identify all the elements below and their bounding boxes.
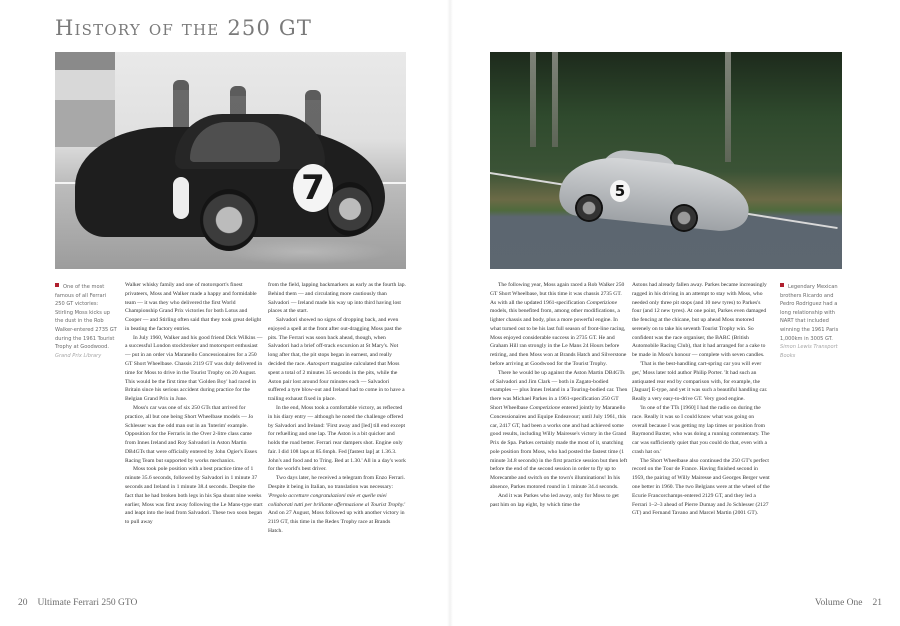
paragraph xyxy=(490,281,628,369)
photo-race-number: 5 xyxy=(610,180,630,202)
book-title: Ultimate Ferrari 250 GTO xyxy=(37,598,138,608)
folio-left xyxy=(18,598,137,608)
magazine-title: Autosport xyxy=(307,361,330,368)
page-gutter xyxy=(447,0,453,626)
paragraph xyxy=(268,316,406,404)
page-number: 21 xyxy=(872,598,882,608)
caption-bullet-icon xyxy=(55,283,59,287)
folio-right xyxy=(815,598,882,608)
paragraph-text: models, this benefited from, among other modifications, a lighter chassis and body, plus a more powerful engine. In what turned out to be his last full season of front-line racing, Moss enjoyed considerable success in 2735 GT. He and Graham Hill ran strongly in the Le Mans 24 Hours before retiring, and then Moss won at Brands Hatch and Silverstone before arriving at Goodwood for the Tourist Trophy. xyxy=(490,308,627,368)
paragraph: In the end, Moss took a comfortable victory, as reflected in his diary entry — although he noted the challenge offered by Salvadori and Ireland: 'First away and [led] till end except for refuelling and one lap. The Aston is a bit quicker and holds the road better. Ferrari rear dampers shot. Engine only fair. I did 108 laps at 85.6mph. Fed [fastest lap] at 1.36.3. John's and food and to Tring. Bed at 1.30.' All in a day's work for the world's best driver. xyxy=(268,404,406,473)
paragraph-text: ' And on 27 August, Moss followed up with another victory in 2119 GT, this time in the Redex Trophy race at Brands Hatch. xyxy=(268,501,406,534)
paragraph: Moss took pole position with a best practice time of 1 minute 35.6 seconds, followed by Salvadori in 1 minute 37 seconds and Ireland in 1 minute 38.4 seconds. Despite the fact that he had broken both legs in his Spa shunt nine weeks earlier, Moss was first away following the Le Mans-type start and leapt into the lead from Salvadori. These two soon began to pull away xyxy=(125,466,263,526)
paragraph-text: magazine calculated that Moss spent a total of 2 minutes 35 seconds in the pits, while the Aston pair lost around four minutes each — Salvadori suffered a tyre blow-out and Ireland had to come in to have a trailing exhaust fixed in place. xyxy=(268,361,405,403)
paragraph-text: Two days later, he received a telegram from Enzo Ferrari. Despite it being in Italian, no translation was necessary: ' xyxy=(268,475,406,499)
running-title: History of the 250 GT xyxy=(55,16,313,40)
photo-rear-wheel xyxy=(575,194,603,222)
text-column-4 xyxy=(632,281,770,518)
photo-building xyxy=(55,52,115,147)
text-column-3 xyxy=(490,281,628,509)
volume-label: Volume One xyxy=(814,598,863,608)
paragraph: from the field, lapping backmarkers as early as the fourth lap. Behind them — and circulating more cautiously than Salvadori — Ireland made his way up into third having lost places at the start. xyxy=(268,282,406,315)
paragraph-text: entered jointly by Maranello Concessionaires and Equipe Endeavour; until July 1961, this car, 2417 GT, had been a works one and had achieved some good results, including Willy Mairesse's victory in the Grand Prix de Spa. Parkes certainly made the most of it, snatching pole position from Moss, who had posted the fastest time (1 minute 34.8 seconds) in the first practice session but then left before the end of the second session in order to fly up to Morecambe and switch on the town's illuminations! In his absence, Parkes motored round in 1 minute 34.4 seconds. xyxy=(490,404,628,490)
caption-credit: Grand Prix Library xyxy=(55,352,102,359)
photo-front-wheel xyxy=(200,189,258,251)
caption-credit: Simon Lewis Transport Books xyxy=(780,344,838,359)
photo-front-wheel xyxy=(670,204,698,232)
paragraph: Moss's car was one of six 250 GTs that arrived for practice, all but one being Short Wheelbase models — Jo Schlesser was the odd man out in an 'Interim' example. Opposition for the Ferraris in the Over 2-litre class came from Innes Ireland and Roy Salvadori in Aston Martin DB4GTs that were officially entered by John Ogier's Essex Racing Team but supported by works mechanics. xyxy=(125,404,258,464)
photo-tree-trunk xyxy=(725,52,731,162)
paragraph-text: The following year, Moss again raced a Rob Walker 250 GT Short Wheelbase, but this time it was chassis 2735 GT. As with all the updated 1961-specification xyxy=(490,282,625,306)
telegram-quote: Pregolo accettare congratulazioni mie et quelle miei collaborati tutti per brillante affermazione al Tourist Trophy. xyxy=(268,492,405,508)
paragraph: Astons had already fallen away. Parkes became increasingly ragged in his driving in an attempt to stay with Moss, who needed only three pit stops (and 10 new tyres) to Parkes's four (and 12 new tyres). At one point, Parkes even damaged the fencing at the chicane, but up ahead Moss motored serenely on to take his seventh Tourist Trophy win. So confident was the race organiser, the BARC (British Automobile Racing Club), that it had arranged for a cake to be made in Moss's honour — complete with seven candles. xyxy=(632,282,767,359)
paragraph: In July 1960, Walker and his good friend Dick Wilkins — a successful London stockbroker and motorsport enthusiast — put in an order via Maranello Concessionaires for a 250 GT Short Wheelbase. Chassis 2119 GT was duly delivered in time for Moss to drive in the Tourist Trophy on 20 August. This would be the first time that 'Golden Boy' had raced in Britain since his serious accident during practice for the Belgian Grand Prix in June. xyxy=(125,334,263,403)
paragraph: The Short Wheelbase also continued the 250 GT's perfect record on the Tour de France. Having finished second in 1959, the pairing of Willy Mairesse and Georges Berger went one better in 1960. The two Belgians were at the wheel of the Ecurie Francorchamps-entered 2129 GT, and they led a Ferrari 1–2–3 ahead of Pierre Dumay and Jo Schlesser (2127 GT) and Fernand Tavano and Marcel Martin (2001 GT). xyxy=(632,457,770,517)
photo-ferrari-no7-goodwood xyxy=(55,52,406,269)
photo-ferrari-no5-road xyxy=(490,52,842,269)
paragraph-text: There he would be up against the Aston Martin DB4GTs of Salvadori and Jim Clark — both in Zagato-bodied examples — plus Innes Ireland in a Touring-bodied car. Then there was Michael Parkes in a 1961-specification 250 GT Short Wheelbase xyxy=(490,369,628,411)
caption-text: Legendary Mexican brothers Ricardo and Pedro Rodriguez had a long relationship with NART that included winning the 1961 Paris 1,000km in 3005 GT. xyxy=(780,284,839,342)
paragraph: And it was Parkes who led away, only for Moss to get past him on lap eight, by which time the xyxy=(490,492,619,508)
model-name: Competizione xyxy=(586,299,618,306)
caption-right xyxy=(780,283,842,360)
paragraph: 'That is the best-handling cart-spring car you will ever get,' Moss later told author Philip Porter. 'It had such an antiquated rear end by comparison with, for example, the [Jaguar] E-type, and yet it was such a beautiful handling car. Really a very easy-to-drive GT. Very good engine. xyxy=(632,361,768,403)
paragraph xyxy=(490,369,628,492)
caption-left xyxy=(55,283,117,360)
paragraph: 'In one of the TTs [1960] I had the radio on during the race. Really it was so I could know what was going on overall because I was getting my lap times or position from Raymond Baxter, who was doing a running commentary. The car was sufficiently quiet that you could do that, even with a crash hat on.' xyxy=(632,404,770,455)
photo-rear-wheel xyxy=(327,182,373,236)
caption-bullet-icon xyxy=(780,283,784,287)
photo-race-number: 7 xyxy=(293,164,333,212)
paragraph-text: Salvadori showed no signs of dropping back, and even enjoyed a spell at the front after out-dragging Moss past the pits. The Ferrari was soon back ahead, though, when Salvadori had a brief off-track excursion at St Mary's. Not long after that, the pit stops began in earnest, and really decided the race. xyxy=(268,317,402,368)
photo-tree-trunk xyxy=(530,52,536,147)
paragraph xyxy=(268,474,406,535)
photo-car-stripe xyxy=(173,177,189,219)
text-column-1 xyxy=(125,281,263,527)
page-number: 20 xyxy=(18,598,28,608)
photo-tree-trunk xyxy=(552,52,558,147)
paragraph: Walker whisky family and one of motorsport's finest privateers, Moss and Walker made a happy and formidable team — it was they who delivered the first World Championship Grand Prix victories for both Lotus and Cooper — and Stirling often said that they took great delight in beating the factory entries. xyxy=(125,282,262,332)
caption-text: One of the most famous of all Ferrari 250 GT victories: Stirling Moss kicks up the dust in the Rob Walker-entered 2735 GT during the 1961 Tourist Trophy at Goodwood. xyxy=(55,284,117,351)
model-name: Competizione xyxy=(529,404,561,411)
text-column-2 xyxy=(268,281,406,536)
